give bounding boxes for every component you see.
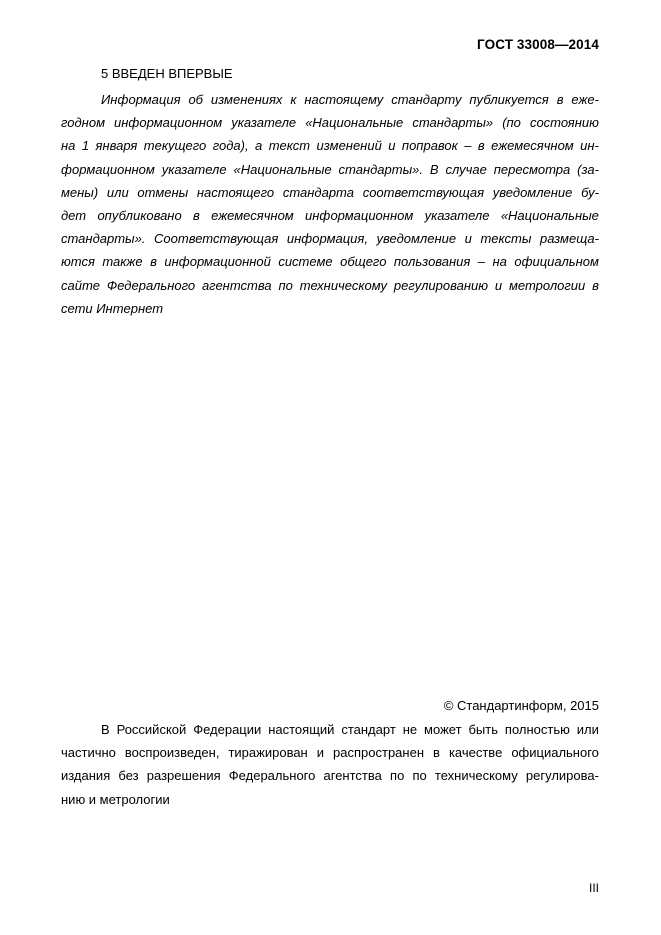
word: формационном bbox=[61, 161, 155, 177]
word: стандарты». bbox=[61, 231, 146, 247]
word: Федерации bbox=[193, 722, 262, 737]
word: техническому bbox=[299, 277, 388, 293]
word: года), bbox=[212, 138, 249, 154]
word: настоящего bbox=[196, 184, 275, 200]
word: изменений bbox=[316, 138, 382, 154]
word: или bbox=[106, 184, 129, 200]
word: регулированию bbox=[393, 277, 489, 293]
word: и bbox=[388, 138, 396, 154]
word: официальном bbox=[514, 254, 599, 270]
word: быть bbox=[468, 722, 498, 737]
word: и bbox=[494, 277, 503, 293]
word: Федерального bbox=[228, 768, 316, 784]
word: в bbox=[477, 138, 485, 154]
word: января bbox=[95, 138, 138, 154]
word: на bbox=[61, 138, 76, 154]
word: уведомление bbox=[492, 184, 573, 200]
rights-paragraph bbox=[61, 718, 599, 811]
word: агентства bbox=[323, 768, 382, 784]
word: В bbox=[101, 722, 110, 737]
word: ежемесячном bbox=[211, 207, 294, 223]
word: или bbox=[576, 722, 599, 737]
word: по bbox=[412, 768, 427, 784]
word: текст bbox=[268, 138, 311, 154]
word: качестве bbox=[448, 745, 503, 761]
page-number: III bbox=[588, 881, 599, 895]
word: разрешения bbox=[146, 768, 221, 784]
word: размеща- bbox=[539, 231, 599, 247]
word: не bbox=[402, 722, 418, 737]
word: может bbox=[424, 722, 462, 737]
word: пересмотра bbox=[493, 161, 571, 177]
paragraph-line bbox=[61, 158, 599, 181]
word: распространен bbox=[333, 745, 424, 761]
word: состоянию bbox=[529, 115, 599, 131]
word: и bbox=[464, 231, 472, 247]
word: информация, bbox=[286, 231, 368, 247]
word: тиражирован bbox=[228, 745, 308, 761]
word: также bbox=[102, 254, 143, 270]
copyright-notice: © Стандартинформ, 2015 bbox=[443, 698, 599, 713]
word: по bbox=[278, 277, 293, 293]
info-paragraph bbox=[61, 88, 599, 320]
word: (за- bbox=[577, 161, 599, 177]
paragraph-line bbox=[61, 764, 599, 787]
word: метрологии bbox=[508, 277, 586, 293]
word: в bbox=[592, 277, 599, 293]
word: общего bbox=[340, 254, 387, 270]
word: тексты bbox=[480, 231, 532, 247]
word: В bbox=[429, 161, 439, 177]
word: Соответствующая bbox=[154, 231, 279, 247]
word: информационном bbox=[305, 207, 414, 223]
word: указателе bbox=[161, 161, 227, 177]
word: частично bbox=[61, 745, 116, 761]
word: полностью bbox=[504, 722, 570, 737]
word: в bbox=[150, 254, 157, 270]
word: ежемесячном bbox=[491, 138, 574, 154]
word: к bbox=[290, 92, 297, 107]
standard-code-header: ГОСТ 33008—2014 bbox=[477, 37, 599, 52]
word: регулирова- bbox=[525, 768, 599, 784]
section-title: 5 ВВЕДЕН ВПЕРВЫЕ bbox=[101, 66, 233, 81]
word: стандарту bbox=[391, 92, 462, 107]
word: а bbox=[255, 138, 263, 154]
word: еже- bbox=[571, 92, 599, 107]
word: поправок bbox=[401, 138, 458, 154]
paragraph-line bbox=[61, 181, 599, 204]
word: «Национальные bbox=[233, 161, 332, 177]
word: ин- bbox=[580, 138, 599, 154]
word: Российской bbox=[116, 722, 187, 737]
word: случае bbox=[445, 161, 487, 177]
paragraph-line bbox=[61, 274, 599, 297]
paragraph-line: сети Интернет bbox=[61, 300, 164, 316]
word: на bbox=[492, 254, 507, 270]
word: настоящему bbox=[304, 92, 384, 107]
word: 1 bbox=[81, 138, 90, 154]
word: в bbox=[433, 745, 440, 761]
word: стандарта bbox=[282, 184, 354, 200]
word: в bbox=[193, 207, 200, 223]
word: – bbox=[477, 254, 486, 270]
word: настоящий bbox=[268, 722, 335, 737]
word: указателе bbox=[424, 207, 490, 223]
word: системе bbox=[278, 254, 333, 270]
paragraph-line bbox=[61, 134, 599, 157]
word: уведомление bbox=[376, 231, 457, 247]
word: дет bbox=[61, 207, 87, 223]
word: отмены bbox=[137, 184, 189, 200]
word: в bbox=[556, 92, 564, 107]
word: техническому bbox=[434, 768, 518, 784]
word: об bbox=[188, 92, 203, 107]
word: текущего bbox=[143, 138, 207, 154]
word: воспроизведен, bbox=[124, 745, 220, 761]
word: стандарты». bbox=[338, 161, 423, 177]
word: и bbox=[316, 745, 325, 761]
word: Информация bbox=[101, 92, 181, 107]
word: ются bbox=[61, 254, 95, 270]
word: публикуется bbox=[469, 92, 549, 107]
word: агентства bbox=[201, 277, 272, 293]
word: стандарты» bbox=[412, 115, 494, 131]
word: Федерального bbox=[106, 277, 196, 293]
word: опубликовано bbox=[97, 207, 182, 223]
word: издания bbox=[61, 768, 111, 784]
word: информационной bbox=[164, 254, 271, 270]
word: по bbox=[390, 768, 405, 784]
paragraph-line bbox=[61, 227, 599, 250]
word: годном bbox=[61, 115, 105, 131]
paragraph-line bbox=[61, 250, 599, 273]
word: – bbox=[464, 138, 472, 154]
word: информационном bbox=[114, 115, 223, 131]
word: официального bbox=[511, 745, 599, 761]
word: сайте bbox=[61, 277, 101, 293]
paragraph-line bbox=[61, 204, 599, 227]
word: изменениях bbox=[210, 92, 283, 107]
word: стандарт bbox=[341, 722, 396, 737]
paragraph-line bbox=[61, 741, 599, 764]
word: без bbox=[118, 768, 139, 784]
word: «Национальные bbox=[305, 115, 404, 131]
paragraph-line bbox=[61, 718, 599, 741]
word: «Национальные bbox=[500, 207, 599, 223]
word: указателе bbox=[231, 115, 297, 131]
word: соответствующая bbox=[362, 184, 485, 200]
paragraph-line bbox=[61, 111, 599, 134]
paragraph-line bbox=[61, 88, 599, 111]
word: пользования bbox=[393, 254, 471, 270]
word: (по bbox=[502, 115, 521, 131]
word: мены) bbox=[61, 184, 99, 200]
paragraph-line: нию и метрологии bbox=[61, 791, 170, 807]
word: бу- bbox=[581, 184, 599, 200]
